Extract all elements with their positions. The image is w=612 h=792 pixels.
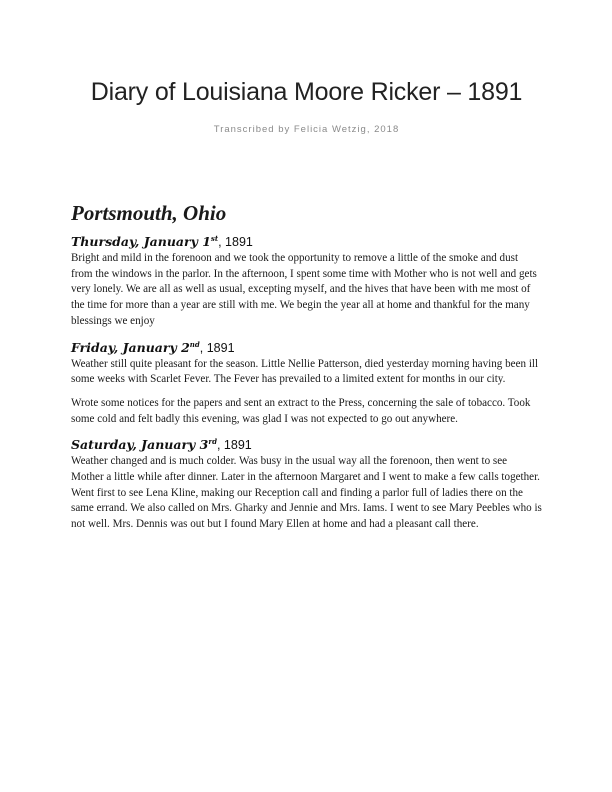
entry-date: Thursday, January 1: [71, 234, 211, 249]
entry-year: , 1891: [216, 438, 252, 453]
entry-paragraph: Weather changed and is much colder. Was busy in the usual way all the forenoon, then went to see Mother a little while after dinner. Later in the afternoon Margaret and I went to make a few calls together. Went first to see Lena Kline, making our Reception call and finding a parlor full of ladies there on the same errand. We also called on Mrs. Gharky and Jennie and Mrs. Iams. I went to see Mary Peebles who is not well. Mrs. Dennis was out but I found Mary Ellen at home and had a pleasant call there.: [71, 455, 542, 531]
entry-year: , 1891: [218, 235, 253, 249]
diary-entry: [71, 233, 542, 330]
entry-paragraph: Bright and mild in the forenoon and we took the opportunity to remove a little of the smoke and dust from the windows in the parlor. In the afternoon, I spent some time with Mother who is not well and gets very lonely. We are all as well as usual, excepting myself, and the hives that have been with me most of the time for more than a year are still with me. We begin the year all at home and thankful for the many blessings we enjoy: [71, 252, 537, 327]
entry-date: Friday, January 2: [71, 339, 190, 355]
entry-date-heading: [71, 233, 542, 251]
diary-entry: [71, 339, 542, 428]
entry-year: , 1891: [199, 340, 235, 355]
place-heading: Portsmouth, Ohio: [71, 201, 227, 225]
date-ordinal-suffix: nd: [189, 339, 200, 349]
entry-paragraph: Wrote some notices for the papers and sent an extract to the Press, concerning the sale of tobacco. Took some cold and felt badly this evening, was glad I was not expected to go out anywhere.: [71, 396, 531, 425]
diary-entry: [71, 436, 542, 533]
entry-date: Saturday, January 3: [71, 437, 209, 453]
entry-date-heading: [71, 339, 542, 357]
date-ordinal-suffix: rd: [208, 437, 217, 447]
date-ordinal-suffix: st: [210, 233, 219, 243]
document-title: Diary of Louisiana Moore Ricker – 1891: [90, 78, 523, 106]
entry-date-heading: [71, 436, 542, 454]
entry-paragraph: Weather still quite pleasant for the season. Little Nellie Patterson, died yesterday morning having been ill some weeks with Scarlet Fever. The Fever has prevailed to a limited extent for months in our city.: [71, 357, 539, 386]
transcriber-credit: Transcribed by Felicia Wetzig, 2018: [213, 124, 400, 135]
